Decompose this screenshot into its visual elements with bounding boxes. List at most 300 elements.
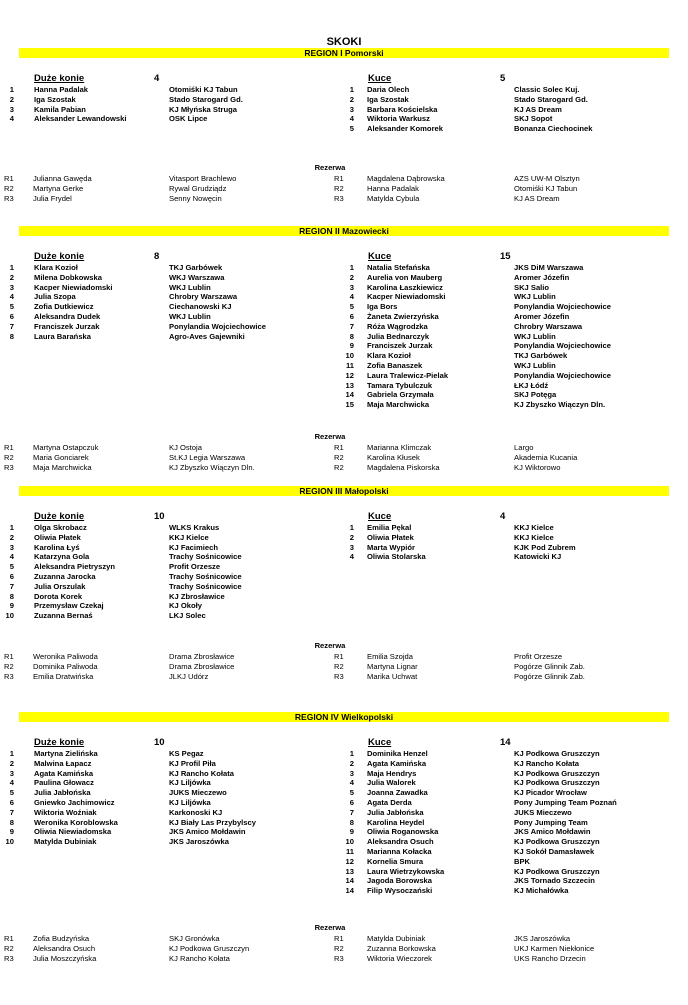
rider-name: Agata Kamińska [34,768,94,778]
club-name: Bonanza Ciechocinek [514,124,593,134]
entry-number: 1 [9,263,14,272]
reserve-rank: R2 [4,661,14,671]
region-header: REGION II Mazowiecki [19,226,669,236]
entry-number: 6 [9,572,14,581]
reserve-club-name: KJ Podkowa Gruszczyn [169,943,250,953]
club-name: WKJ Lublin [514,361,556,370]
club-name: Ponylandia Wojciechowice [169,321,266,331]
entry-number: 1 [9,85,14,94]
rider-name: Kornelia Smura [367,856,424,866]
category-count: 8 [154,251,160,262]
rider-name: Klara Kozioł [367,351,411,361]
rider-name: Maja Marchwicka [367,400,430,410]
club-name: BPK [514,856,531,866]
rider-name: Jagoda Borowska [367,876,432,886]
club-name: Otomiśki KJ Tabun [169,85,238,94]
reserve-club-name: AZS UW-M Olsztyn [514,174,580,183]
entry-number: 6 [9,798,14,807]
entry-number: 4 [349,778,354,788]
reserve-club-name: Profit Orzesze [514,652,563,661]
reserve-club-name: Rywal Grudziądz [169,183,227,193]
category-heading: Kuce [368,73,392,84]
club-name: KJ Zbyszko Wiączyn Dln. [514,400,606,410]
rider-name: Klara Kozioł [34,263,78,272]
entry-number: 12 [345,370,354,380]
category-count: 5 [500,73,506,84]
rider-name: Laura Tralewicz-Pielak [367,370,449,380]
entry-number: 4 [9,778,14,788]
rider-name: Katarzyna Gola [34,552,90,562]
entry-number: 4 [9,552,14,562]
rider-name: Matylda Dubiniak [34,837,97,847]
rider-name: Zuzanna Jarocka [34,572,96,581]
reserve-rank: R2 [334,661,344,671]
rider-name: Julia Jabłońska [367,807,424,817]
category-count: 4 [500,511,506,522]
entry-number: 3 [349,282,354,292]
club-name: Stado Starogard Gd. [169,94,243,104]
rider-name: Dominika Henzel [367,749,428,758]
reserve-club-name: Otomiśki KJ Tabun [514,183,578,193]
entry-number: 8 [349,331,354,341]
rider-name: Marta Wypiór [367,542,415,552]
rider-name: Filip Wysoczański [367,886,433,896]
reserve-rank: R2 [334,452,344,462]
club-name: KJ Profil Piła [169,758,216,768]
club-name: Ponylandia Wojciechowice [514,302,611,312]
entry-number: 4 [349,114,354,124]
region-header: REGION IV Wielkopolski [19,712,669,722]
reserve-rider-name: Hanna Padalak [367,183,419,193]
club-name: SKJ Salio [514,282,550,292]
reserve-club-name: KJ Wiktorowo [514,462,561,472]
entry-number: 7 [349,807,354,817]
entry-number: 6 [349,312,354,321]
rider-name: Iga Szostak [34,94,76,104]
club-name: SKJ Potęga [514,390,557,400]
category-count: 14 [500,737,511,748]
rider-name: Hanna Padalak [34,85,89,94]
reserve-club-name: JKS Jaroszówka [514,934,571,943]
rider-name: Julia Bednarczyk [367,331,430,341]
club-name: Ponylandia Wojciechowice [514,370,611,380]
category-heading: Kuce [368,737,392,748]
reserve-rider-name: Martyna Lignar [367,661,418,671]
club-name: WKJ Warszawa [169,272,225,282]
rider-name: Aleksandra Dudek [34,312,101,321]
entry-number: 1 [349,523,354,532]
rider-name: Iga Bors [367,302,398,312]
club-name: WKJ Lublin [169,312,211,321]
club-name: KJ Młyńska Struga [169,104,237,114]
reserve-club-name: KJ Ostoja [169,443,202,452]
club-name: Pony Jumping Team Poznań [514,798,617,807]
rider-name: Kacper Niewiadomski [367,292,446,302]
reserve-club-name: Akademia Kucania [514,452,578,462]
reserve-rider-name: Julia Moszczyńska [33,953,97,963]
entry-number: 2 [349,758,354,768]
reserve-rider-name: Zofia Budzyńska [33,934,90,943]
rider-name: Julia Orszulak [34,581,86,591]
entry-number: 15 [345,400,354,410]
reserve-rank: R2 [334,462,344,472]
club-name: Pony Jumping Team [514,817,588,827]
club-name: Katowicki KJ [514,552,562,562]
entry-number: 12 [345,856,354,866]
rider-name: Zofia Dutkiewicz [34,302,94,312]
entry-number: 4 [349,292,354,302]
rider-name: Olga Skrobacz [34,523,87,532]
entry-number: 10 [345,837,354,847]
club-name: JKS Tornado Szczecin [514,876,595,886]
entry-number: 3 [349,768,354,778]
entry-number: 3 [349,542,354,552]
reserve-rank: R3 [334,953,344,963]
reserve-club-name: SKJ Gronówka [169,934,220,943]
reserve-heading: Rezerwa [314,641,346,650]
rider-name: Dorota Korek [34,591,83,601]
club-name: KKJ Kielce [169,532,209,542]
reserve-rank: R1 [4,934,14,943]
reserve-rider-name: Karolina Kłusek [367,452,420,462]
category-heading: Duże konie [34,737,85,748]
reserve-heading: Rezerwa [314,163,346,172]
category-heading: Duże konie [34,511,85,522]
entry-number: 1 [349,263,354,272]
reserve-rank: R3 [334,671,344,681]
reserve-rank: R3 [4,953,14,963]
club-name: JKS Amico Mołdawin [514,827,591,837]
entry-number: 5 [9,788,14,798]
entry-number: 7 [9,321,14,331]
rider-name: Julia Jabłońska [34,788,91,798]
rider-name: Oliwia Roganowska [367,827,439,837]
entry-number: 3 [9,104,14,114]
reserve-rider-name: Weronika Paliwoda [33,652,98,661]
rider-name: Oliwia Niewiadomska [34,827,112,837]
reserve-rank: R2 [4,183,14,193]
reserve-rider-name: Matylda Cybula [367,193,420,203]
rider-name: Przemysław Czekaj [34,601,104,611]
entry-number: 9 [349,341,354,351]
reserve-rank: R2 [4,943,14,953]
rider-name: Daria Olech [367,85,410,94]
reserve-rider-name: Marika Uchwat [367,671,418,681]
club-name: Ciechanowski KJ [169,302,232,312]
entry-number: 13 [345,380,354,390]
entry-number: 9 [349,827,354,837]
club-name: KJ Podkowa Gruszczyn [514,749,600,758]
rider-name: Franciszek Jurzak [367,341,433,351]
rider-name: Róża Wągrodzka [367,321,428,331]
entry-number: 1 [9,749,14,758]
reserve-club-name: KJ Zbyszko Wiączyn Dln. [169,462,255,472]
entry-number: 5 [349,124,354,134]
club-name: ŁKJ Łódź [514,380,549,390]
reserve-rider-name: Maja Marchwicka [33,462,92,472]
rider-name: Oliwia Płatek [34,532,81,542]
entry-number: 3 [9,542,14,552]
club-name: Classic Solec Kuj. [514,85,580,94]
rider-name: Zuzanna Bernaś [34,611,93,621]
reserve-heading: Rezerwa [314,432,346,441]
rider-name: Iga Szostak [367,94,409,104]
club-name: KKJ Kielce [514,532,554,542]
club-name: WLKS Krakus [169,523,220,532]
reserve-rank: R2 [334,943,344,953]
rider-name: Żaneta Zwierzyńska [367,312,439,321]
entry-number: 2 [9,94,14,104]
entry-number: 7 [9,581,14,591]
reserve-rider-name: Matylda Dubiniak [367,934,426,943]
document-title: SKOKI [326,36,362,48]
club-name: Ponylandia Wojciechowice [514,341,611,351]
reserve-rider-name: Magdalena Piskorska [367,462,440,472]
club-name: JKS Jaroszówka [169,837,229,847]
entry-number: 2 [9,532,14,542]
entry-number: 9 [9,827,14,837]
entry-number: 5 [9,302,14,312]
rider-name: Gabriela Grzymała [367,390,434,400]
entry-number: 9 [9,601,14,611]
rider-name: Karolina Łyś [34,542,80,552]
club-name: KKJ Kielce [514,523,554,532]
rider-name: Aleksandra Pietryszyn [34,562,116,572]
reserve-rank: R3 [4,193,14,203]
entry-number: 8 [9,331,14,341]
entry-number: 14 [345,390,354,400]
rider-name: Wiktoria Woźniak [34,807,97,817]
club-name: KJK Pod Zubrem [514,542,576,552]
entry-number: 3 [9,282,14,292]
entry-number: 6 [349,798,354,807]
reserve-rider-name: Martyna Gerke [33,183,84,193]
club-name: KJ Liljówka [169,798,211,807]
reserve-club-name: Drama Zbrosławice [169,661,235,671]
entry-number: 3 [9,768,14,778]
entry-number: 1 [349,85,354,94]
reserve-rank: R3 [4,671,14,681]
rider-name: Aleksander Komorek [367,124,443,134]
club-name: KJ Podkowa Gruszczyn [514,778,600,788]
reserve-club-name: UKS Rancho Drzecin [514,953,586,963]
entry-number: 1 [349,749,354,758]
rider-name: Barbara Kościelska [367,104,438,114]
club-name: LKJ Solec [169,611,206,621]
reserve-rank: R1 [334,174,344,183]
category-count: 10 [154,511,165,522]
club-name: KJ Facimiech [169,542,218,552]
entry-number: 4 [349,552,354,562]
reserve-club-name: UKJ Karmen Niekłonice [514,943,595,953]
club-name: SKJ Sopot [514,114,553,124]
reserve-rank: R1 [334,934,344,943]
reserve-club-name: Pogórze Glinnik Zab. [514,661,585,671]
club-name: WKJ Lublin [514,292,556,302]
rider-name: Kacper Niewiadomski [34,282,113,292]
reserve-rider-name: Julia Frydel [33,193,72,203]
category-count: 10 [154,737,165,748]
entry-number: 7 [349,321,354,331]
entry-number: 8 [9,591,14,601]
rider-name: Kamila Pabian [34,104,86,114]
reserve-rank: R2 [4,452,14,462]
rider-name: Karolina Heydel [367,817,425,827]
club-name: Aromer Józefin [514,272,570,282]
category-count: 15 [500,251,511,262]
region-header: REGION III Małopolski [19,486,669,496]
entry-number: 3 [349,104,354,114]
club-name: TKJ Garbówek [169,263,223,272]
entry-number: 14 [345,886,354,896]
reserve-rider-name: Maria Gonciarek [33,452,89,462]
club-name: KJ Rancho Kołata [169,768,234,778]
rider-name: Aurelia von Mauberg [367,272,443,282]
entry-number: 13 [345,866,354,876]
rider-name: Tamara Tybulczuk [367,380,433,390]
club-name: KJ Picador Wrocław [514,788,587,798]
club-name: OSK Lipce [169,114,208,124]
club-name: KJ Podkowa Gruszczyn [514,837,600,847]
rider-name: Oliwia Płatek [367,532,414,542]
reserve-heading: Rezerwa [314,923,346,932]
entry-number: 1 [9,523,14,532]
category-count: 4 [154,73,160,84]
club-name: KJ Michałówka [514,886,569,896]
rider-name: Joanna Zawadka [367,788,428,798]
club-name: Agro-Aves Gajewniki [169,331,245,341]
reserve-rank: R1 [4,652,14,661]
reserve-rank: R3 [4,462,14,472]
rider-name: Emilia Pękal [367,523,412,532]
rider-name: Malwina Łapacz [34,758,92,768]
reserve-rider-name: Julianna Gawęda [33,174,92,183]
rider-name: Julia Szopa [34,292,76,302]
rider-name: Wiktoria Warkusz [367,114,430,124]
club-name: Trachy Sośnicowice [169,581,242,591]
reserve-rank: R1 [334,652,344,661]
entry-number: 2 [9,272,14,282]
entry-number: 5 [9,562,14,572]
club-name: KJ Sokół Damasławek [514,847,595,856]
club-name: KJ Podkowa Gruszczyn [514,866,600,876]
club-name: WKJ Lublin [169,282,211,292]
club-name: JUKS Mieczewo [169,788,227,798]
reserve-club-name: Pogórze Glinnik Zab. [514,671,585,681]
reserve-rank: R1 [4,443,14,452]
rider-name: Oliwia Stolarska [367,552,426,562]
reserve-rank: R1 [4,174,14,183]
reserve-club-name: Drama Zbrosławice [169,652,235,661]
rider-name: Aleksander Lewandowski [34,114,127,124]
club-name: KJ Liljówka [169,778,211,788]
rider-name: Franciszek Jurzak [34,321,100,331]
club-name: KJ AS Dream [514,104,562,114]
entry-number: 11 [345,361,354,370]
reserve-rank: R3 [334,193,344,203]
club-name: KS Pegaz [169,749,204,758]
rider-name: Gniewko Jachimowicz [34,798,115,807]
club-name: KJ Rancho Kołata [514,758,579,768]
rider-name: Natalia Stefańska [367,263,430,272]
entry-number: 2 [349,272,354,282]
rider-name: Weronika Koroblowska [34,817,118,827]
entry-number: 2 [349,532,354,542]
club-name: JKS DiM Warszawa [514,263,584,272]
reserve-club-name: KJ AS Dream [514,193,560,203]
reserve-rider-name: Dominika Paliwoda [33,661,98,671]
club-name: Trachy Sośnicowice [169,572,242,581]
entry-number: 10 [5,837,14,847]
reserve-rider-name: Wiktoria Wieczorek [367,953,432,963]
reserve-club-name: JLKJ Udórz [169,671,209,681]
reserve-rider-name: Aleksandra Osuch [33,943,96,953]
rider-name: Maja Hendrys [367,768,417,778]
club-name: Trachy Sośnicowice [169,552,242,562]
entry-number: 10 [5,611,14,621]
rider-name: Aleksandra Osuch [367,837,434,847]
reserve-rider-name: Emilia Dratwińska [33,671,94,681]
reserve-rider-name: Magdalena Dąbrowska [367,174,445,183]
entry-number: 8 [349,817,354,827]
club-name: Profit Orzesze [169,562,221,572]
club-name: JKS Amico Mołdawin [169,827,246,837]
club-name: KJ Okoły [169,601,202,611]
club-name: Chrobry Warszawa [514,321,583,331]
reserve-club-name: Senny Nowęcin [169,193,222,203]
category-heading: Duże konie [34,73,85,84]
reserve-rank: R2 [334,183,344,193]
club-name: TKJ Garbówek [514,351,568,361]
club-name: JUKS Mieczewo [514,807,572,817]
reserve-rider-name: Marianna Klimczak [367,443,432,452]
entry-number: 4 [9,114,14,124]
entry-number: 5 [349,302,354,312]
club-name: KJ Biały Las Przybylscy [169,817,256,827]
entry-number: 7 [9,807,14,817]
entry-number: 5 [349,788,354,798]
reserve-rider-name: Emilia Szojda [367,652,414,661]
entry-number: 2 [349,94,354,104]
rider-name: Marianna Kołacka [367,847,432,856]
category-heading: Kuce [368,251,392,262]
club-name: Chrobry Warszawa [169,292,238,302]
reserve-rider-name: Martyna Ostapczuk [33,443,99,452]
entry-number: 10 [345,351,354,361]
rider-name: Julia Walorek [367,778,416,788]
entry-number: 8 [9,817,14,827]
rider-name: Agata Kamińska [367,758,427,768]
rider-name: Laura Barańska [34,331,91,341]
rider-name: Milena Dobkowska [34,272,102,282]
category-heading: Kuce [368,511,392,522]
reserve-rank: R1 [334,443,344,452]
entry-number: 11 [345,847,354,856]
club-name: Aromer Józefin [514,312,570,321]
club-name: KJ Podkowa Gruszczyn [514,768,600,778]
category-heading: Duże konie [34,251,85,262]
entry-number: 14 [345,876,354,886]
reserve-club-name: Largo [514,443,534,452]
reserve-rider-name: Zuzanna Borkowska [367,943,436,953]
club-name: Stado Starogard Gd. [514,94,588,104]
reserve-club-name: St.KJ Legia Warszawa [169,452,246,462]
entry-number: 4 [9,292,14,302]
rider-name: Laura Wietrzykowska [367,866,445,876]
club-name: KJ Zbrosławice [169,591,225,601]
rider-name: Karolina Łaszkiewicz [367,282,443,292]
entry-number: 6 [9,312,14,321]
